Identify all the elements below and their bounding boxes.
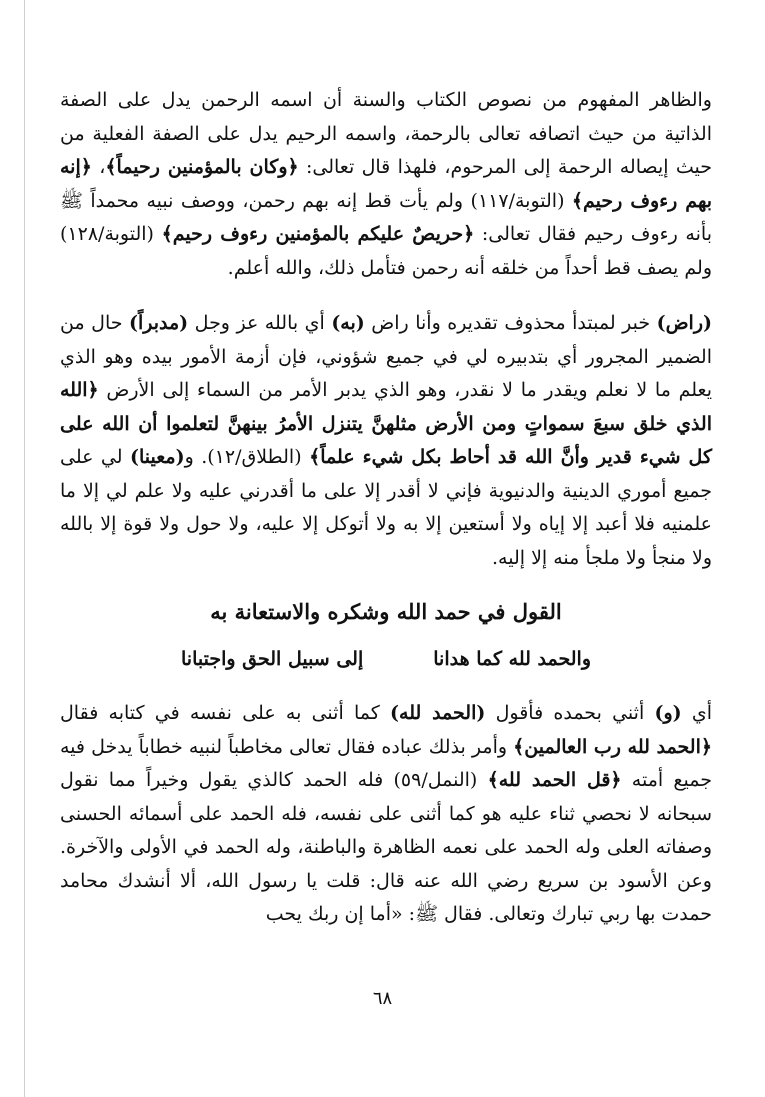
quran-quote: ﴿وكان بالمؤمنين رحيماً﴾ — [105, 156, 299, 178]
quran-quote: ﴿حريصٌ عليكم بالمؤمنين رءوف رحيم﴾ — [161, 223, 475, 245]
key-term: (به) — [331, 312, 365, 334]
quran-quote: ﴿الله الذي خلق سبعَ سمواتٍ ومن الأرض مثلهنَّ يتنزل الأمرُ بينهنَّ لتعلموا أن الله على كل شيء قدير وأنَّ الله قد أحاط بكل شيء علماً﴾ — [60, 379, 712, 468]
quran-quote: ﴿إنه بهم رءوف رحيم﴾ — [60, 156, 712, 212]
paragraph-rahman-rahim: والظاهر المفهوم من نصوص الكتاب والسنة أن اسمه الرحمن يدل على الصفة الذاتية من حيث اتصافه تعالى بالرحمة، واسمه الرحيم يدل على الصفة الفعلية من حيث إيصاله الرحمة إلى المرحوم، فلهذا قال تعالى: ﴿وكان بالمؤمنين رحيماً﴾، ﴿إنه بهم رءوف رحيم﴾ (التوبة/١١٧) ولم يأت قط إنه بهم رحمن، ووصف نبيه محمداً ﷺ بأنه رءوف رحيم فقال تعالى: ﴿حريصٌ عليكم بالمؤمنين رءوف رحيم﴾ (التوبة/١٢٨) ولم يصف قط أحداً من خلقه أنه رحمن فتأمل ذلك، والله أعلم. — [60, 89, 713, 279]
quran-quote: ﴿الحمد لله رب العالمين﴾ — [513, 735, 712, 758]
page-number: ٦٨ — [372, 988, 393, 1009]
key-term: (راض) — [656, 312, 712, 334]
page-edge-line — [24, 0, 25, 1097]
key-term: (و) — [654, 702, 682, 724]
key-term: (معينا) — [129, 446, 185, 468]
key-term: (الحمد لله) — [390, 702, 486, 724]
page-body — [60, 84, 712, 932]
paragraph-hamd: أي (و) أثني بحمده فأقول (الحمد لله) كما أثنى به على نفسه في كتابه فقال ﴿الحمد لله رب العالمين﴾ وأمر بذلك عباده فقال تعالى مخاطباً لنبيه خطاباً يدخل فيه جميع أمته ﴿قل الحمد لله﴾ (النمل/٥٩) فله الحمد كالذي يقول وخيراً مما نقول سبحانه لا نحصي ثناء عليه هو كما أثنى على نفسه، فله الحمد على أسمائه الحسنى وصفاته العلى وله الحمد على نعمه الظاهرة والباطنة، وله الحمد في الأولى والآخرة. وعن الأسود بن سريع رضي الله عنه قال: قلت يا رسول الله، ألا أنشدك محامد حمدت بها ربي تبارك وتعالى. فقال ﷺ: «أما إن ربك يحب — [60, 702, 713, 925]
poem-verse — [60, 643, 712, 675]
verse-first-hemistich: والحمد لله كما هدانا — [433, 648, 591, 670]
paragraph-raad-mudabbir: (راض) خبر لمبتدأ محذوف تقديره وأنا راض (به) أي بالله عز وجل (مدبراً) حال من الضمير المجرور أي بتدبيره لي في جميع شؤوني، فإن أزمة الأمور بيده وهو الذي يعلم ما لا نعلم ويقدر ما لا نقدر، وهو الذي يدبر الأمر من السماء إلى الأرض ﴿الله الذي خلق سبعَ سمواتٍ ومن الأرض مثلهنَّ يتنزل الأمرُ بينهنَّ لتعلموا أن الله على كل شيء قدير وأنَّ الله قد أحاط بكل شيء علماً﴾ (الطلاق/١٢). و(معينا) لي على جميع أموري الدينية والدنيوية فإني لا أقدر إلا على ما أقدرني عليه ولا علم لي إلا ما علمنيه فلا أعبد إلا إياه ولا أستعين إلا به ولا أتوكل إلا عليه، ولا حول ولا قوة إلا بالله ولا منجأ ولا ملجأ منه إلا إليه. — [60, 312, 712, 569]
verse-second-hemistich: إلى سبيل الحق واجتبانا — [181, 648, 364, 670]
section-heading: القول في حمد الله وشكره والاستعانة به — [210, 599, 562, 624]
key-term: (مدبراً) — [128, 312, 189, 334]
quran-quote: ﴿قل الحمد لله﴾ — [487, 769, 622, 791]
